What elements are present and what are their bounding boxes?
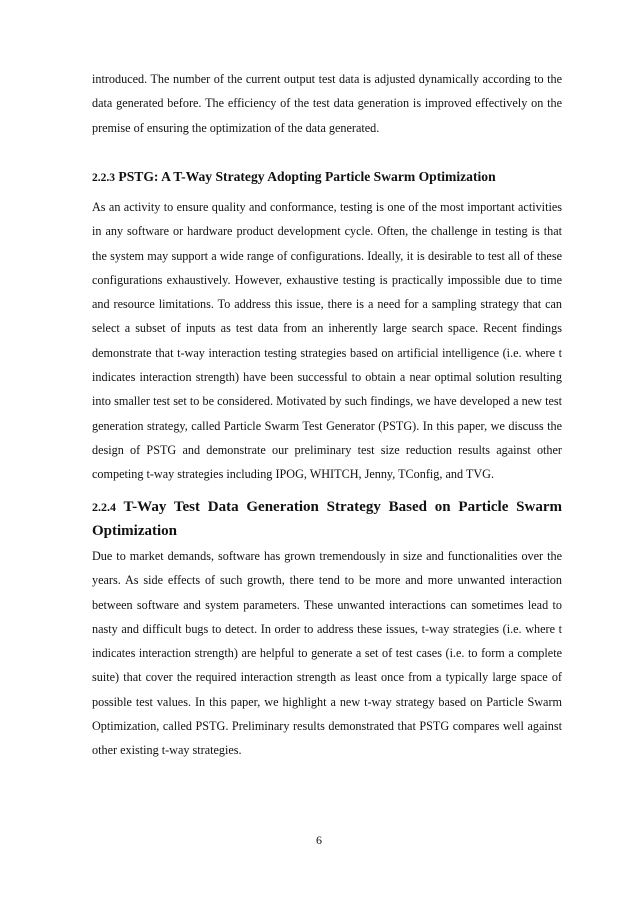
section-2-2-4-number: 2.2.4 [92,500,116,514]
section-2-2-3-number: 2.2.3 [92,172,115,184]
intro-paragraph: introduced. The number of the current output test data is adjusted dynamically according to the data generated before. The efficiency of the test data generation is improved effectively on the premise of ensuring the optimization of the data generated. [92,72,562,135]
section-2-2-4-body: Due to market demands, software has grown tremendously in size and functionalities over the years. As side effects of such growth, there tend to be more and more unwanted interaction between software and system parameters. These unwanted interactions can sometimes lead to nasty and difficult bugs to detect. In order to address these issues, t-way strategies (i.e. where t indicates interaction strength) are helpful to generate a set of test cases (i.e. to form a complete suite) that cover the required interaction strength as least once from a typically large space of possible test values. In this paper, we highlight a new t-way strategy based on Particle Swarm Optimization, called PSTG. Preliminary results demonstrated that PSTG compares well against other existing t-way strategies. [92,549,562,758]
section-2-2-4-heading [92,496,562,543]
section-2-2-4-title: T-Way Test Data Generation Strategy Based on Particle Swarm Optimization [92,499,562,539]
section-2-2-3-body: As an activity to ensure quality and conformance, testing is one of the most important activities in any software or hardware product development cycle. Often, the challenge in testing is that the system may support a wide range of configurations. Ideally, it is desirable to test all of these configurations exhaustively. However, exhaustive testing is practically impossible due to time and resource limitations. To address this issue, there is a need for a sampling strategy that can select a subset of inputs as test data from an inherently large search space. Recent findings demonstrate that t-way interaction testing strategies based on artificial intelligence (i.e. where t indicates interaction strength) have been successful to obtain a near optimal solution resulting into smaller test set to be considered. Motivated by such findings, we have developed a new test generation strategy, called Particle Swarm Test Generator (PSTG). In this paper, we discuss the design of PSTG and demonstrate our preliminary test size reduction results against other competing t-way strategies including IPOG, WHITCH, Jenny, TConfig, and TVG. [92,200,562,482]
section-2-2-3-title: PSTG: A T-Way Strategy Adopting Particle Swarm Optimization [118,169,496,184]
section-2-2-3-heading [92,165,562,190]
page-number: 6 [316,833,322,847]
